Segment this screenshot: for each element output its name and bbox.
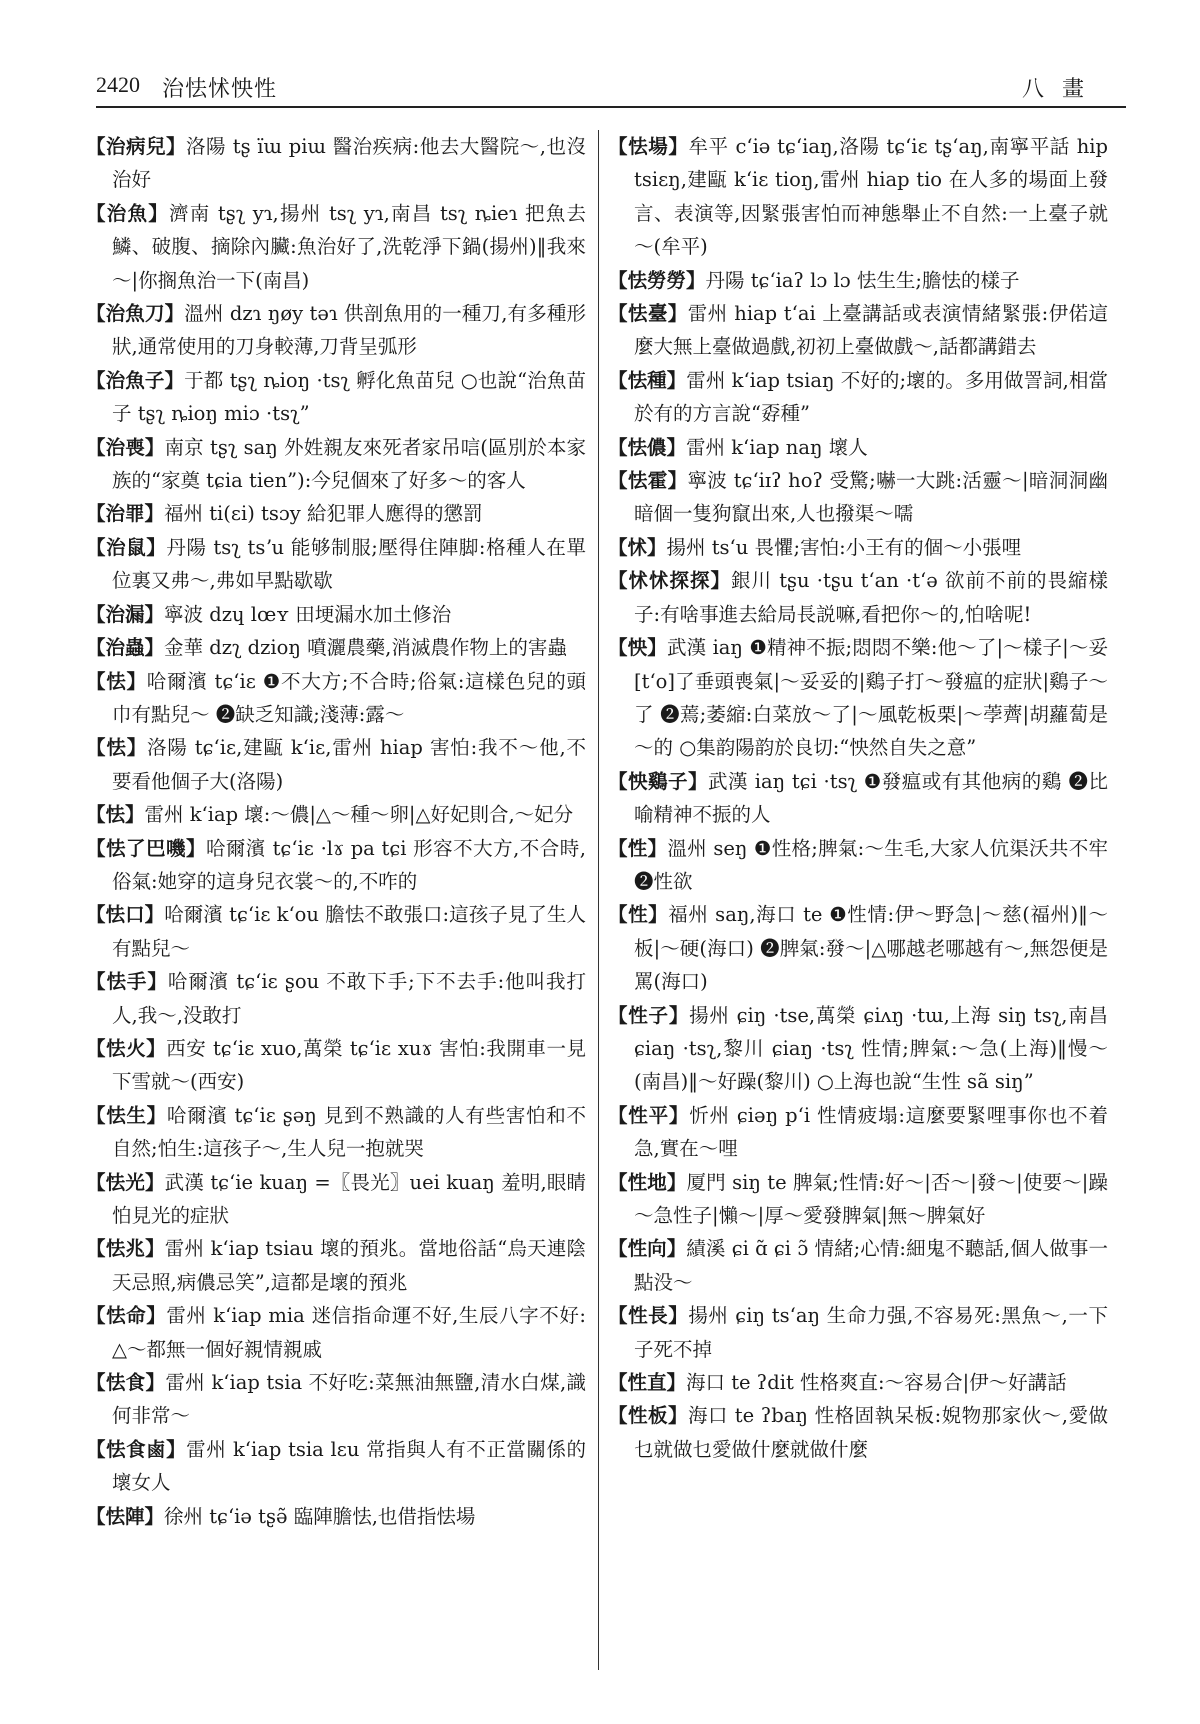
entry-headword: 【治喪】 [86,435,165,459]
entry-headword: 【性直】 [608,1371,687,1395]
entry-headword: 【治魚】 [86,201,169,225]
dictionary-entry [86,665,586,732]
entry-definition: 哈爾濱 tɕʻiɛ ·lɤ pa tɕi 形容不大方,不合時,俗氣:她穿的這身兒衣裳～的,不咋的 [112,836,586,893]
entry-headword: 【怵】 [608,535,667,559]
dictionary-entry [608,1099,1108,1166]
entry-headword: 【治蟲】 [86,636,165,660]
entry-definition: 寧波 dzɥ lœʏ 田埂漏水加土修治 [164,602,452,626]
entry-definition: 濟南 tʂʅ yɿ,揚州 tsʅ yɿ,南昌 tsʅ ȵieɿ 把魚去鱗、破腹、摘除內臟:魚治好了,洗乾淨下鍋(揚州)‖我來～|你搁魚治一下(南昌) [112,201,586,292]
dictionary-entry [608,564,1108,631]
entry-headword: 【性長】 [608,1304,689,1328]
entry-headword: 【怏】 [608,636,667,660]
entry-definition: 海口 te ʔbaŋ 性格固執呆板:婗物那家伙～,愛做乜就做乜愛做什麼就做什麼 [634,1404,1108,1461]
dictionary-entry [86,1366,586,1433]
dictionary-entry [608,1399,1108,1466]
entry-headword: 【性】 [608,903,669,927]
entry-definition: 武漢 iaŋ ❶精神不振;悶悶不樂:他～了|～樣子|～妥[tʻo]了垂頭喪氣|～妥妥的|鷄子打～發瘟的症狀|鷄子～了 ❷蔫;萎縮:白菜放～了|～風乾板栗|～荸薺|胡蘿蔔是～的 ○集韵陽韵於良切:“怏然自失之意” [634,636,1108,760]
dictionary-entry [608,832,1108,899]
dictionary-entry [86,1433,586,1500]
entry-headword: 【性地】 [608,1170,687,1194]
entry-definition: 哈爾濱 tɕʻiɛ ʂəŋ 見到不熟識的人有些害怕和不自然;怕生:這孩子～,生人兒一抱就哭 [112,1103,586,1161]
entry-headword: 【治魚子】 [86,368,185,392]
entry-headword: 【怯生】 [86,1103,167,1127]
dictionary-entry [86,631,586,664]
entry-definition: 西安 tɕʻiɛ xuo,萬榮 tɕʻiɛ xuɤ 害怕:我開車一見下雪就～(西安) [112,1036,586,1094]
dictionary-entry [86,798,586,831]
entry-definition: 雷州 kʻiap naŋ 壞人 [686,435,868,459]
entry-definition: 揚州 ɕiŋ tsʻaŋ 生命力强,不容易死:黑魚～,一下子死不掉 [634,1304,1108,1361]
dictionary-entry [86,965,586,1032]
entry-definition: 哈爾濱 tɕʻiɛ kʻou 膽怯不敢張口:這孩子見了生人有點兒～ [112,903,586,960]
entry-definition: 武漢 tɕʻie kuaŋ =〖畏光〗uei kuaŋ 羞明,眼睛怕見光的症狀 [112,1170,586,1227]
dictionary-entry [608,297,1108,364]
dictionary-entry [86,531,586,598]
dictionary-entry [608,1366,1108,1399]
entry-definition: 武漢 iaŋ tɕi ·tsʅ ❶發瘟或有其他病的鷄 ❷比喻精神不振的人 [634,769,1108,827]
entry-definition: 忻州 ɕiəŋ pʻi 性情疲塌:這麼要緊哩事你也不着急,實在～哩 [634,1103,1108,1161]
dictionary-entry [86,297,586,364]
dictionary-entry [86,731,586,798]
dictionary-entry [86,598,586,631]
entry-headword: 【怯】 [86,669,147,693]
entry-headword: 【性子】 [608,1003,690,1027]
entry-headword: 【治病兒】 [86,135,187,158]
dictionary-entry [608,631,1108,765]
entry-headword: 【怯】 [86,803,145,827]
entry-definition: 丹陽 tɕʻiaʔ lɔ lɔ 怯生生;膽怯的樣子 [705,268,1020,292]
entry-definition: 溫州 dzɿ ŋøy təɿ 供剖魚用的一種刀,有多種形狀,通常使用的刀身較薄,刀背呈弧形 [112,302,586,359]
entry-headword: 【怯手】 [86,970,168,994]
entry-definition: 于都 tʂʅ ȵioŋ ·tsʅ 孵化魚苗兒 ○也說“治魚苗子 tʂʅ ȵioŋ miɔ ·tsʅ” [112,368,586,426]
entry-definition: 雷州 kʻiap 壞:～儂|△～種～卵|△好妃則合,～妃分 [144,803,574,827]
entry-definition: 寧波 tɕʻiɪʔ hoʔ 受驚;嚇一大跳:活靈～|暗洞洞幽暗個一隻狗竄出來,人也撥渠～嚅 [634,469,1108,526]
running-head-characters: 治怯怵怏性 [162,77,278,102]
entry-definition: 海口 te ʔdit 性格爽直:～容易合|伊～好講話 [686,1371,1067,1395]
entry-headword: 【怯種】 [608,368,687,392]
header-rule [96,106,1126,108]
dictionary-entry [608,130,1108,264]
entry-headword: 【治魚刀】 [86,302,185,326]
entry-headword: 【怯光】 [86,1170,165,1194]
entry-headword: 【怵怵探探】 [608,569,731,593]
right-column [608,130,1108,1675]
entry-headword: 【性板】 [608,1404,689,1428]
dictionary-entry [608,431,1108,464]
dictionary-entry [608,364,1108,431]
entry-headword: 【怯陣】 [86,1504,165,1528]
entry-definition: 福州 ti(ɛi) tsɔy 給犯罪人應得的懲罰 [164,502,483,526]
entry-definition: 溫州 seŋ ❶性格;脾氣:～生毛,大家人伉渠沃共不牢 ❷性欲 [634,836,1108,893]
entry-definition: 丹陽 tsʅ tsʼu 能够制服;壓得住陣脚:格種人在單位裏又弗～,弗如早點歇歇 [112,535,586,593]
entry-definition: 揚州 tsʻu 畏懼;害怕:小王有的個～小張哩 [666,535,1022,559]
entry-headword: 【怯勞勞】 [608,268,706,292]
dictionary-entry [86,898,586,965]
page-number: 2420 [96,72,140,97]
entry-headword: 【性平】 [608,1103,690,1127]
dictionary-entry [608,1166,1108,1233]
entry-headword: 【怯食鹵】 [86,1437,187,1461]
dictionary-entry [608,464,1108,531]
entry-headword: 【治鼠】 [86,535,167,559]
entry-headword: 【性】 [608,836,668,860]
entry-headword: 【治罪】 [86,502,165,526]
entry-headword: 【怯霍】 [608,469,688,493]
entry-headword: 【怯食】 [86,1371,166,1395]
entry-definition: 雷州 kʻiap tsiau 壞的預兆。當地俗話“烏天連陰天忌照,病儂忌笑”,這都是壞的預兆 [112,1237,586,1294]
dictionary-entry [608,765,1108,832]
entry-definition: 哈爾濱 tɕʻiɛ ❶不大方;不合時;俗氣:這樣色兒的頭巾有點兒～ ❷缺乏知識;淺薄:露～ [112,669,586,726]
entry-headword: 【怯臺】 [608,302,688,326]
entry-definition: 績溪 ɕi ɑ̃ ɕi ɔ̃ 情緒;心情:細鬼不聽話,個人做事一點没～ [634,1237,1108,1294]
entry-definition: 洛陽 tɕʻiɛ,建甌 kʻiɛ,雷州 hiap 害怕:我不～他,不要看他個子大(洛陽) [112,736,586,793]
dictionary-entry [86,1232,586,1299]
dictionary-entry [86,1166,586,1233]
entry-definition: 銀川 tʂu ·tʂu tʻan ·tʻə 欲前不前的畏縮樣子:有啥事進去給局長説嘛,看把你～的,怕啥呢! [634,569,1108,626]
entry-definition: 金華 dzʅ dzioŋ 噴灑農藥,消滅農作物上的害蟲 [164,636,567,660]
entry-headword: 【怯口】 [86,903,165,927]
dictionary-entry [608,898,1108,998]
section-label: 八畫 [1021,77,1102,102]
entry-definition: 雷州 kʻiap tsia 不好吃:菜無油無鹽,清水白煤,識何非常～ [112,1371,586,1428]
entry-definition: 牟平 cʻiə tɕʻiaŋ,洛陽 tɕʻiɛ tʂʻaŋ,南寧平話 hip tsiɛŋ,建甌 kʻiɛ tioŋ,雷州 hiap tio 在人多的場面上發言、表演等,因緊張害怕而神態舉止不自然:一上臺子就～(牟平) [634,135,1108,259]
entry-definition: 徐州 tɕʻiə tʂə̃ 臨陣膽怯,也借指怯場 [164,1504,476,1528]
entry-headword: 【怯了巴嘰】 [86,836,206,860]
dictionary-entry [86,431,586,498]
left-column [86,130,586,1675]
entry-headword: 【怯場】 [608,135,689,158]
entry-headword: 【性向】 [608,1237,687,1261]
entry-definition: 揚州 ɕiŋ ·tse,萬榮 ɕiʌŋ ·tɯ,上海 siŋ tsʅ,南昌 ɕiaŋ ·tsʅ,黎川 ɕiaŋ ·tsʅ 性情;脾氣:～急(上海)‖慢～(南昌)‖～好躁(黎川) ○上海也說“生性 sã siŋ” [634,1003,1108,1094]
dictionary-entry [608,531,1108,564]
entry-headword: 【怏鷄子】 [608,769,709,793]
dictionary-entry [86,1299,586,1366]
entry-headword: 【怯儂】 [608,435,687,459]
entry-definition: 雷州 kʻiap mia 迷信指命運不好,生辰八字不好:△～都無一個好親情親戚 [112,1304,586,1361]
dictionary-entry [86,832,586,899]
entry-definition: 雷州 kʻiap tsiaŋ 不好的;壞的。多用做詈詞,相當於有的方言說“孬種” [634,368,1108,426]
entry-headword: 【怯】 [86,736,148,760]
entry-headword: 【治漏】 [86,602,165,626]
entry-definition: 南京 tʂʅ saŋ 外姓親友來死者家吊唁(區別於本家族的“家奠 tɕia tien”):今兒個來了好多～的客人 [112,435,586,493]
entry-definition: 厦門 siŋ te 脾氣;性情:好～|否～|發～|使要～|躁～急性子|懶～|厚～愛發脾氣|無～脾氣好 [634,1170,1108,1227]
entry-headword: 【怯命】 [86,1304,167,1328]
dictionary-entry [86,364,586,431]
entry-headword: 【怯火】 [86,1036,167,1060]
entry-definition: 哈爾濱 tɕʻiɛ ʂou 不敢下手;下不去手:他叫我打人,我～,没敢打 [112,970,586,1027]
entry-definition: 洛陽 tʂ ïɯ piɯ 醫治疾病:他去大醫院～,也沒治好 [112,135,586,192]
entry-definition: 雷州 kʻiap tsia lɛu 常指與人有不正當關係的壞女人 [112,1437,586,1495]
dictionary-entry [86,1032,586,1099]
column-divider [598,130,599,1670]
dictionary-entry [608,264,1108,297]
entry-headword: 【怯兆】 [86,1237,165,1261]
dictionary-entry [608,1232,1108,1299]
entry-definition: 福州 saŋ,海口 te ❶性情:伊～野急|～慈(福州)‖～板|～硬(海口) ❷脾氣:發～|△哪越老哪越有～,無怨便是罵(海口) [634,903,1108,994]
entry-definition: 雷州 hiap tʻai 上臺講話或表演情緒緊張:伊偌這麼大無上臺做過戲,初初上臺做戲～,話都講錯去 [634,302,1108,359]
dictionary-entry [86,197,586,297]
dictionary-entry [86,1099,586,1166]
dictionary-entry [608,999,1108,1099]
dictionary-entry [86,1500,586,1533]
dictionary-entry [608,1299,1108,1366]
dictionary-entry [86,130,586,197]
dictionary-entry [86,497,586,530]
